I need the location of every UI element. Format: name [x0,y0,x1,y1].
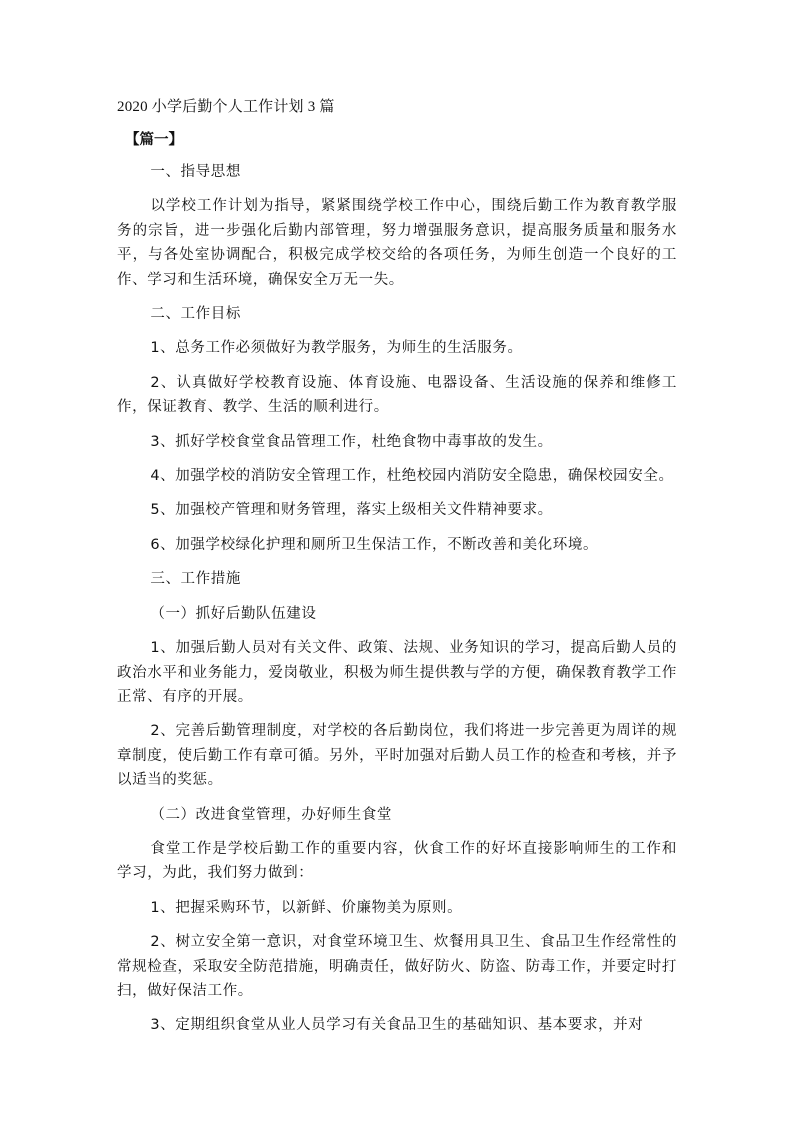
heading-work-measures: 三、工作措施 [150,571,241,588]
subheading-team-building: （一）抓好后勤队伍建设 [150,605,317,622]
paragraph: 以学校工作计划为指导，紧紧围绕学校工作中心，围绕后勤工作为教育教学服务的宗旨，进一步强化后勤内部管理，努力增强服务意识，提高服务质量和服务水平，与各处室协调配合，积极完成学校交给的各项任务，为师生创造一个良好的工作、学习和生活环境，确保安全万无一失。 [117,198,677,288]
goal-item: 6、加强学校绿化护理和厕所卫生保洁工作，不断改善和美化环境。 [150,536,599,553]
measure-item: 3、定期组织食堂从业人员学习有关食品卫生的基础知识、基本要求，并对 [150,1017,644,1034]
goal-item: 3、抓好学校食堂食品管理工作，杜绝食物中毒事故的发生。 [150,433,553,450]
goal-item: 5、加强校产管理和财务管理，落实上级相关文件精神要求。 [150,502,553,519]
heading-work-goals: 二、工作目标 [150,306,241,323]
document-body [117,96,677,1048]
subheading-canteen: （二）改进食堂管理，办好师生食堂 [150,806,392,823]
goal-item: 2、认真做好学校教育设施、体育设施、电器设备、生活设施的保养和维修工作，保证教育、教学、生活的顺利进行。 [117,374,677,416]
measure-item: 1、把握采购环节，以新鲜、价廉物美为原则。 [150,899,463,916]
measure-item: 2、完善后勤管理制度，对学校的各后勤岗位，我们将进一步完善更为周详的规章制度，使后勤工作有章可循。另外，平时加强对后勤人员工作的检查和考核，并予以适当的奖惩。 [117,723,677,789]
heading-guiding-ideology: 一、指导思想 [150,164,241,180]
measure-item: 1、加强后勤人员对有关文件、政策、法规、业务知识的学习，提高后勤人员的政治水平和业务能力，爱岗敬业，积极为师生提供教与学的方便，确保教育教学工作正常、有序的开展。 [117,640,677,705]
goal-item: 1、总务工作必须做好为教学服务，为师生的生活服务。 [150,340,523,357]
goal-item: 4、加强学校的消防安全管理工作，杜绝校园内消防安全隐患，确保校园安全。 [150,468,674,485]
section-label: 【篇一】 [125,132,183,148]
document-title: 2020 小学后勤个人工作计划 3 篇 [117,99,335,115]
paragraph: 食堂工作是学校后勤工作的重要内容，伙食工作的好坏直接影响师生的工作和学习，为此，我们努力做到： [117,840,677,882]
measure-item: 2、树立安全第一意识，对食堂环境卫生、炊餐用具卫生、食品卫生作经常性的常规检查，采取安全防范措施，明确责任，做好防火、防盗、防毒工作，并要定时打扫，做好保洁工作。 [117,934,677,999]
